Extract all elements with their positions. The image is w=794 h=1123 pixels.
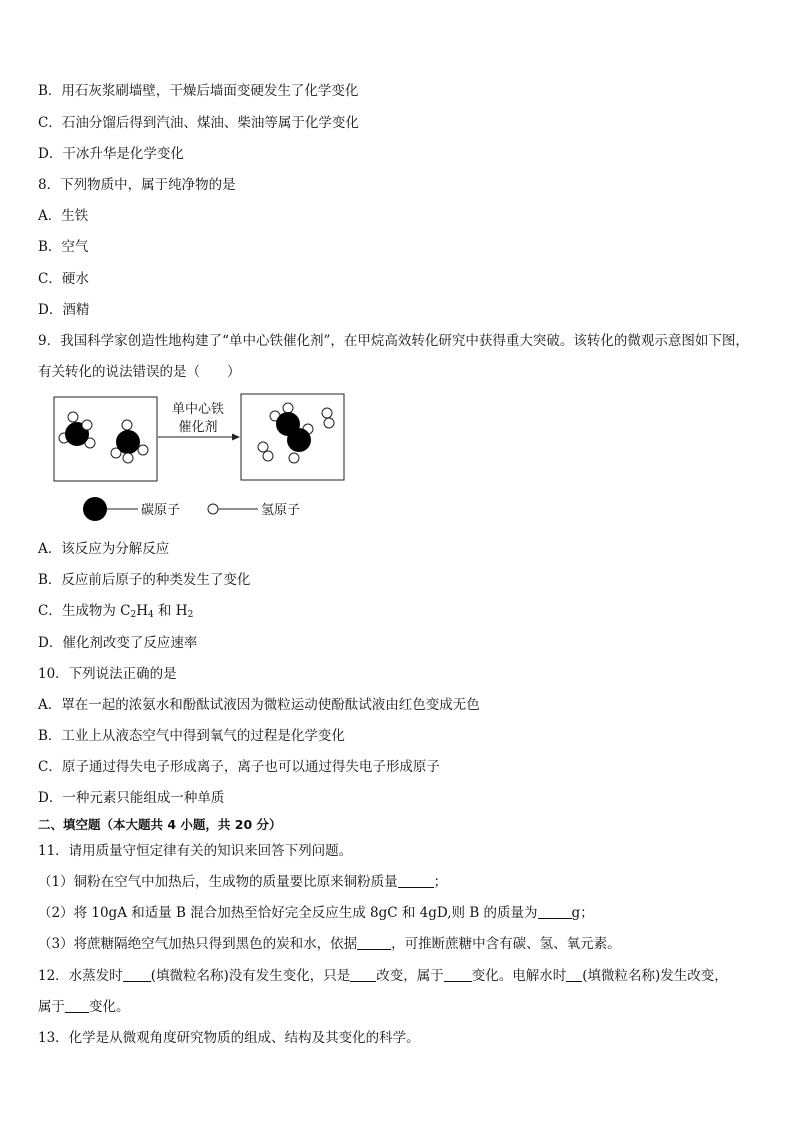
option-10c: C．原子通过得失电子形成离子，离子也可以通过得失电子形成原子 (38, 759, 440, 775)
arrow-label-line1: 单中心铁 (171, 402, 225, 417)
question-11-part3: （3）将蔗糖隔绝空气加热只得到黑色的炭和水，依据 ，可推断蔗糖中含有碳、氢、氧元素。 (38, 936, 621, 952)
hydrogen-atom (258, 442, 268, 452)
option-9d: D．催化剂改变了反应速率 (38, 635, 198, 651)
answer-blank[interactable] (350, 968, 376, 982)
legend (83, 497, 300, 521)
hydrogen-atom (263, 451, 273, 461)
hydrogen-atom (283, 403, 293, 413)
hydrogen-atom (68, 412, 78, 422)
answer-blank[interactable] (566, 968, 582, 982)
option-8b: B．空气 (38, 239, 89, 255)
option-9a: A．该反应为分解反应 (38, 541, 170, 557)
legend-hydrogen-label: 氢原子 (261, 503, 301, 518)
question-8: 8．下列物质中，属于纯净物的是 (38, 177, 236, 193)
option-8a: A．生铁 (38, 208, 89, 224)
question-12-line1: 12．水蒸发时 (填微粒名称)没有发生变化，只是 改变，属于 变化。电解水时 (填微粒名称)发生改变， (38, 968, 728, 984)
hydrogen-molecule-1 (322, 408, 334, 428)
option-10d: D．一种元素只能组成一种单质 (38, 790, 225, 806)
hydrogen-atom (324, 418, 334, 428)
option-9b: B．反应前后原子的种类发生了变化 (38, 572, 251, 588)
answer-blank[interactable] (538, 905, 572, 919)
option-7d: D．干冰升华是化学变化 (38, 146, 184, 162)
answer-blank[interactable] (398, 874, 434, 888)
hydrogen-atom (122, 420, 132, 430)
hydrogen-atom (322, 408, 332, 418)
methane-molecule-1 (59, 412, 95, 448)
option-10a: A．罩在一起的浓氨水和酚酞试液因为微粒运动使酚酞试液由红色变成无色 (38, 697, 480, 713)
carbon-atom (116, 430, 140, 454)
legend-carbon-label: 碳原子 (141, 503, 181, 518)
hydrogen-atom (138, 445, 148, 455)
option-7b: B．用石灰浆刷墙壁，干燥后墙面变硬发生了化学变化 (38, 83, 359, 99)
reaction-diagram (50, 392, 360, 528)
answer-blank[interactable] (357, 936, 391, 950)
question-11-part2: （2）将 10gA 和适量 B 混合加热至恰好完全反应生成 8gC 和 4gD,则 B 的质量为 g； (38, 905, 594, 921)
legend-carbon-symbol (83, 497, 107, 521)
question-12-line2: 属于 变化。 (38, 999, 130, 1015)
methane-molecule-2 (111, 420, 148, 463)
hydrogen-atom (82, 420, 92, 430)
answer-blank[interactable] (65, 999, 89, 1013)
option-10b: B．工业上从液态空气中得到氧气的过程是化学变化 (38, 728, 345, 744)
ethylene-molecule (270, 403, 313, 463)
hydrogen-atom (123, 453, 133, 463)
option-8d: D．酒精 (38, 302, 90, 318)
question-9-line1: 9．我国科学家创造性地构建了“单中心铁催化剂”，在甲烷高效转化研究中获得重大突破。该转化的微观示意图如下图， (38, 333, 749, 349)
hydrogen-molecule-2 (258, 442, 273, 461)
question-10: 10．下列说法正确的是 (38, 666, 177, 682)
hydrogen-atom (289, 453, 299, 463)
option-9c: C．生成物为 $C_2H_4$ 和 $H_2$ (38, 603, 194, 620)
section-heading: 二、填空题（本大题共 4 小题，共 20 分） (38, 817, 282, 832)
question-11: 11．请用质量守恒定律有关的知识来回答下列问题。 (38, 843, 353, 859)
answer-blank[interactable] (123, 968, 151, 982)
question-13: 13．化学是从微观角度研究物质的组成、结构及其变化的科学。 (38, 1030, 420, 1046)
question-11-part1: （1）铜粉在空气中加热后，生成物的质量要比原来铜粉质量 ； (38, 874, 448, 890)
answer-blank[interactable] (444, 968, 472, 982)
arrow-label-line2: 催化剂 (178, 420, 218, 435)
carbon-atom (287, 428, 311, 452)
arrow-head (232, 434, 240, 441)
question-9-line2: 有关转化的说法错误的是（ ） (38, 364, 241, 380)
legend-hydrogen-symbol (208, 504, 218, 514)
option-7c: C．石油分馏后得到汽油、煤油、柴油等属于化学变化 (38, 115, 359, 131)
option-8c: C．硬水 (38, 271, 89, 287)
